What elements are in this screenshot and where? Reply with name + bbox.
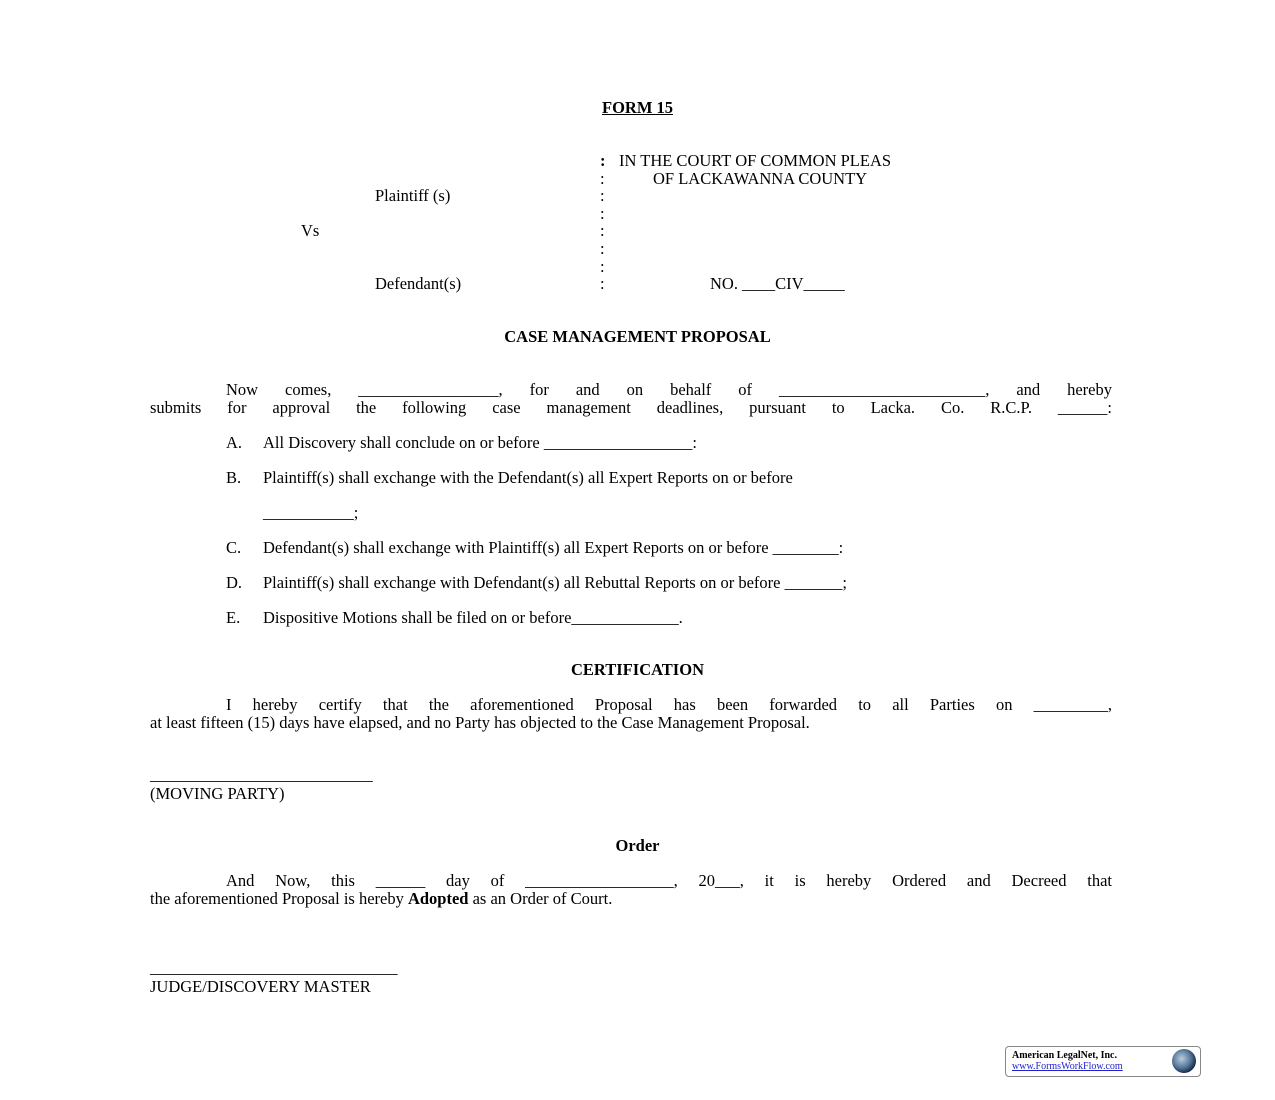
- caption-colon: :: [600, 169, 605, 188]
- order-line-2: [150, 890, 612, 908]
- publisher-name: American LegalNet, Inc.: [1012, 1050, 1117, 1061]
- certification-line-1: I hereby certify that the aforementioned Proposal has been forwarded to all Parties on _________,: [226, 695, 1112, 714]
- publisher-link[interactable]: www.FormsWorkFlow.com: [1012, 1061, 1123, 1072]
- vs-label: Vs: [301, 221, 320, 240]
- item-text: Plaintiff(s) shall exchange with Defendant(s) all Rebuttal Reports on or before _______;: [263, 573, 847, 592]
- publisher-logo: [1005, 1046, 1201, 1077]
- caption-colon: :: [600, 186, 605, 205]
- item-label: D.: [226, 573, 243, 592]
- certification-heading: CERTIFICATION: [571, 660, 704, 679]
- item-label: E.: [226, 608, 241, 627]
- item-text: Dispositive Motions shall be filed on or before_____________.: [263, 608, 683, 627]
- caption-colon: :: [600, 274, 605, 293]
- caption-colon: :: [600, 239, 605, 258]
- plaintiff-label: Plaintiff (s): [375, 186, 451, 205]
- certification-line-2: at least fifteen (15) days have elapsed, and no Party has objected to the Case Management Proposal.: [150, 713, 810, 732]
- caption-colon: :: [600, 204, 605, 223]
- form-title: FORM 15: [601, 98, 674, 117]
- order-line-1: And Now, this ______ day of __________________, 20___, it is hereby Ordered and Decreed that: [226, 871, 1112, 890]
- adopted-text: Adopted: [407, 889, 469, 908]
- case-number: NO. ____CIV_____: [710, 274, 845, 293]
- caption-colon: :: [600, 221, 605, 240]
- item-blank: ___________;: [263, 503, 359, 522]
- caption-colon: :: [600, 151, 606, 170]
- court-name: IN THE COURT OF COMMON PLEAS: [619, 151, 892, 170]
- item-text: Defendant(s) shall exchange with Plaintiff(s) all Expert Reports on or before ________:: [263, 538, 844, 557]
- defendant-label: Defendant(s): [375, 274, 462, 293]
- judge-signature-line: ______________________________: [150, 958, 398, 977]
- item-label: B.: [226, 468, 242, 487]
- order-text: the aforementioned Proposal is hereby: [150, 889, 408, 908]
- item-label: A.: [226, 433, 243, 452]
- judge-label: JUDGE/DISCOVERY MASTER: [150, 977, 371, 996]
- item-text: All Discovery shall conclude on or before __________________:: [263, 433, 697, 452]
- item-text: Plaintiff(s) shall exchange with the Defendant(s) all Expert Reports on or before: [263, 468, 793, 487]
- moving-party-label: (MOVING PARTY): [150, 784, 285, 803]
- order-heading: Order: [615, 836, 660, 855]
- item-label: C.: [226, 538, 242, 557]
- county-name: OF LACKAWANNA COUNTY: [653, 169, 868, 188]
- intro-line-1: Now comes, _________________, for and on behalf of _________________________, and hereby: [226, 380, 1112, 399]
- signature-line: ___________________________: [150, 765, 373, 784]
- caption-colon: :: [600, 257, 605, 276]
- globe-icon: [1172, 1049, 1196, 1073]
- section-heading: CASE MANAGEMENT PROPOSAL: [504, 327, 771, 346]
- intro-line-2: submits for approval the following case management deadlines, pursuant to Lacka. Co. R.C.P. ______:: [150, 398, 1112, 417]
- order-text: as an Order of Court.: [468, 889, 613, 908]
